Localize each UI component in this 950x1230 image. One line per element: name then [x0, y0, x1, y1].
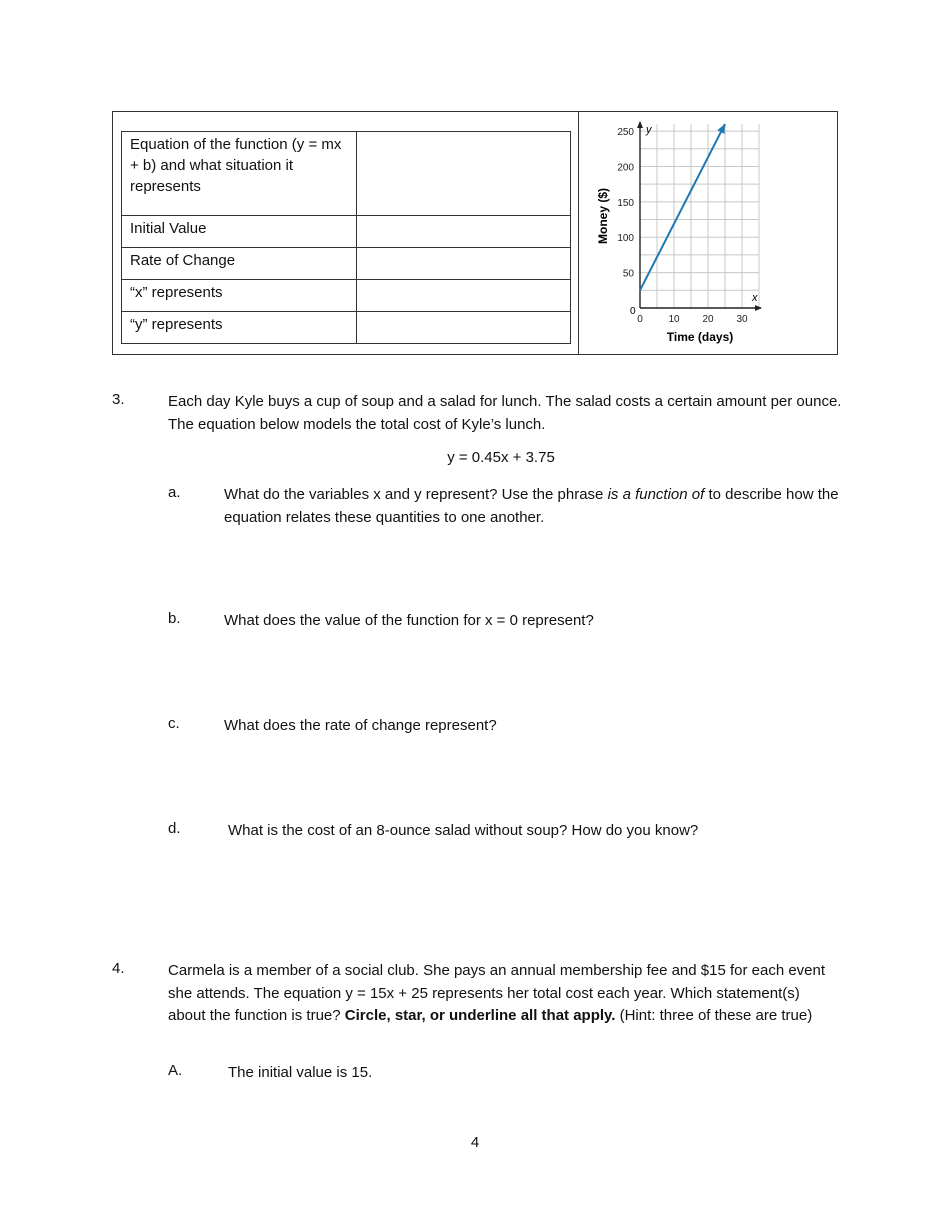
q3a-pre: What do the variables x and y represent? Use the phrase: [224, 486, 608, 503]
y-tick-label: 200: [617, 162, 634, 174]
money-time-graph: [590, 118, 830, 350]
x-tick-label: 20: [702, 314, 714, 325]
q4-body: Carmela is a member of a social club. She pays an annual membership fee and $15 for each event she attends. The equation y = 15x + 25 represents her total cost each year. Which statement(s) about the function is true?: [168, 962, 826, 1024]
q3d-letter: d.: [168, 820, 181, 837]
q4a-letter: A.: [168, 1062, 183, 1079]
table-row: [122, 132, 571, 216]
x-axis-label: Time (days): [666, 330, 734, 344]
y-tick-label: 100: [617, 233, 634, 245]
y-axis-arrow: [637, 121, 643, 128]
q3c-text: What does the rate of change represent?: [224, 717, 497, 734]
table-label: Equation of the function (y = mx + b) and what situation it represents: [122, 132, 357, 216]
q4a-text: The initial value is 15.: [228, 1064, 373, 1081]
q3c-letter: c.: [168, 715, 180, 732]
answer-cell[interactable]: [357, 312, 571, 344]
table-label: Rate of Change: [122, 248, 357, 280]
y-tick-label: 150: [617, 197, 634, 209]
y-zero-label: 0: [630, 306, 636, 317]
q3a-letter: a.: [168, 484, 181, 501]
chart-grid: [640, 124, 759, 308]
answer-cell[interactable]: [357, 280, 571, 312]
q4-instruction: Circle, star, or underline all that apply.: [344, 1007, 616, 1024]
y-tick-label: 50: [622, 268, 634, 280]
x-axis-letter: x: [752, 292, 758, 304]
question-4-number: 4.: [112, 960, 125, 977]
x-tick-label: 0: [637, 314, 643, 325]
chart-axes: [637, 121, 762, 311]
chart-tick-labels: [617, 127, 748, 325]
q3d-text: What is the cost of an 8-ounce salad without soup? How do you know?: [228, 822, 699, 839]
table-row: [122, 280, 571, 312]
q3a-emphasis: is a function of: [607, 486, 705, 503]
q4-hint: (Hint: three of these are true): [615, 1007, 813, 1024]
table-row: [122, 216, 571, 248]
q3b-text: What does the value of the function for x = 0 represent?: [224, 612, 594, 629]
page-number: 4: [470, 1134, 480, 1151]
table-label: “y” represents: [122, 312, 357, 344]
question-4-text: [168, 960, 838, 1028]
q3a-text: [224, 484, 854, 529]
question-3-number: 3.: [112, 391, 125, 408]
table-label: “x” represents: [122, 280, 357, 312]
question-3-equation: y = 0.45x + 3.75: [447, 449, 555, 466]
x-tick-label: 30: [736, 314, 748, 325]
q3a-post: to describe how the equation relates these quantities to one another.: [224, 486, 839, 526]
table-row: [122, 312, 571, 344]
y-tick-label: 250: [617, 127, 634, 139]
table-row: [122, 248, 571, 280]
function-table: [121, 131, 571, 344]
q3b-letter: b.: [168, 610, 181, 627]
table-label: Initial Value: [122, 216, 357, 248]
answer-cell[interactable]: [357, 132, 571, 216]
box-divider: [578, 111, 579, 355]
answer-cell[interactable]: [357, 216, 571, 248]
y-axis-letter: y: [646, 124, 652, 136]
question-3-text: Each day Kyle buys a cup of soup and a salad for lunch. The salad costs a certain amount per ounce. The equation below models the total cost of Kyle’s lunch.: [168, 393, 842, 433]
x-tick-label: 10: [668, 314, 680, 325]
answer-cell[interactable]: [357, 248, 571, 280]
y-axis-label: Money ($): [596, 187, 610, 245]
